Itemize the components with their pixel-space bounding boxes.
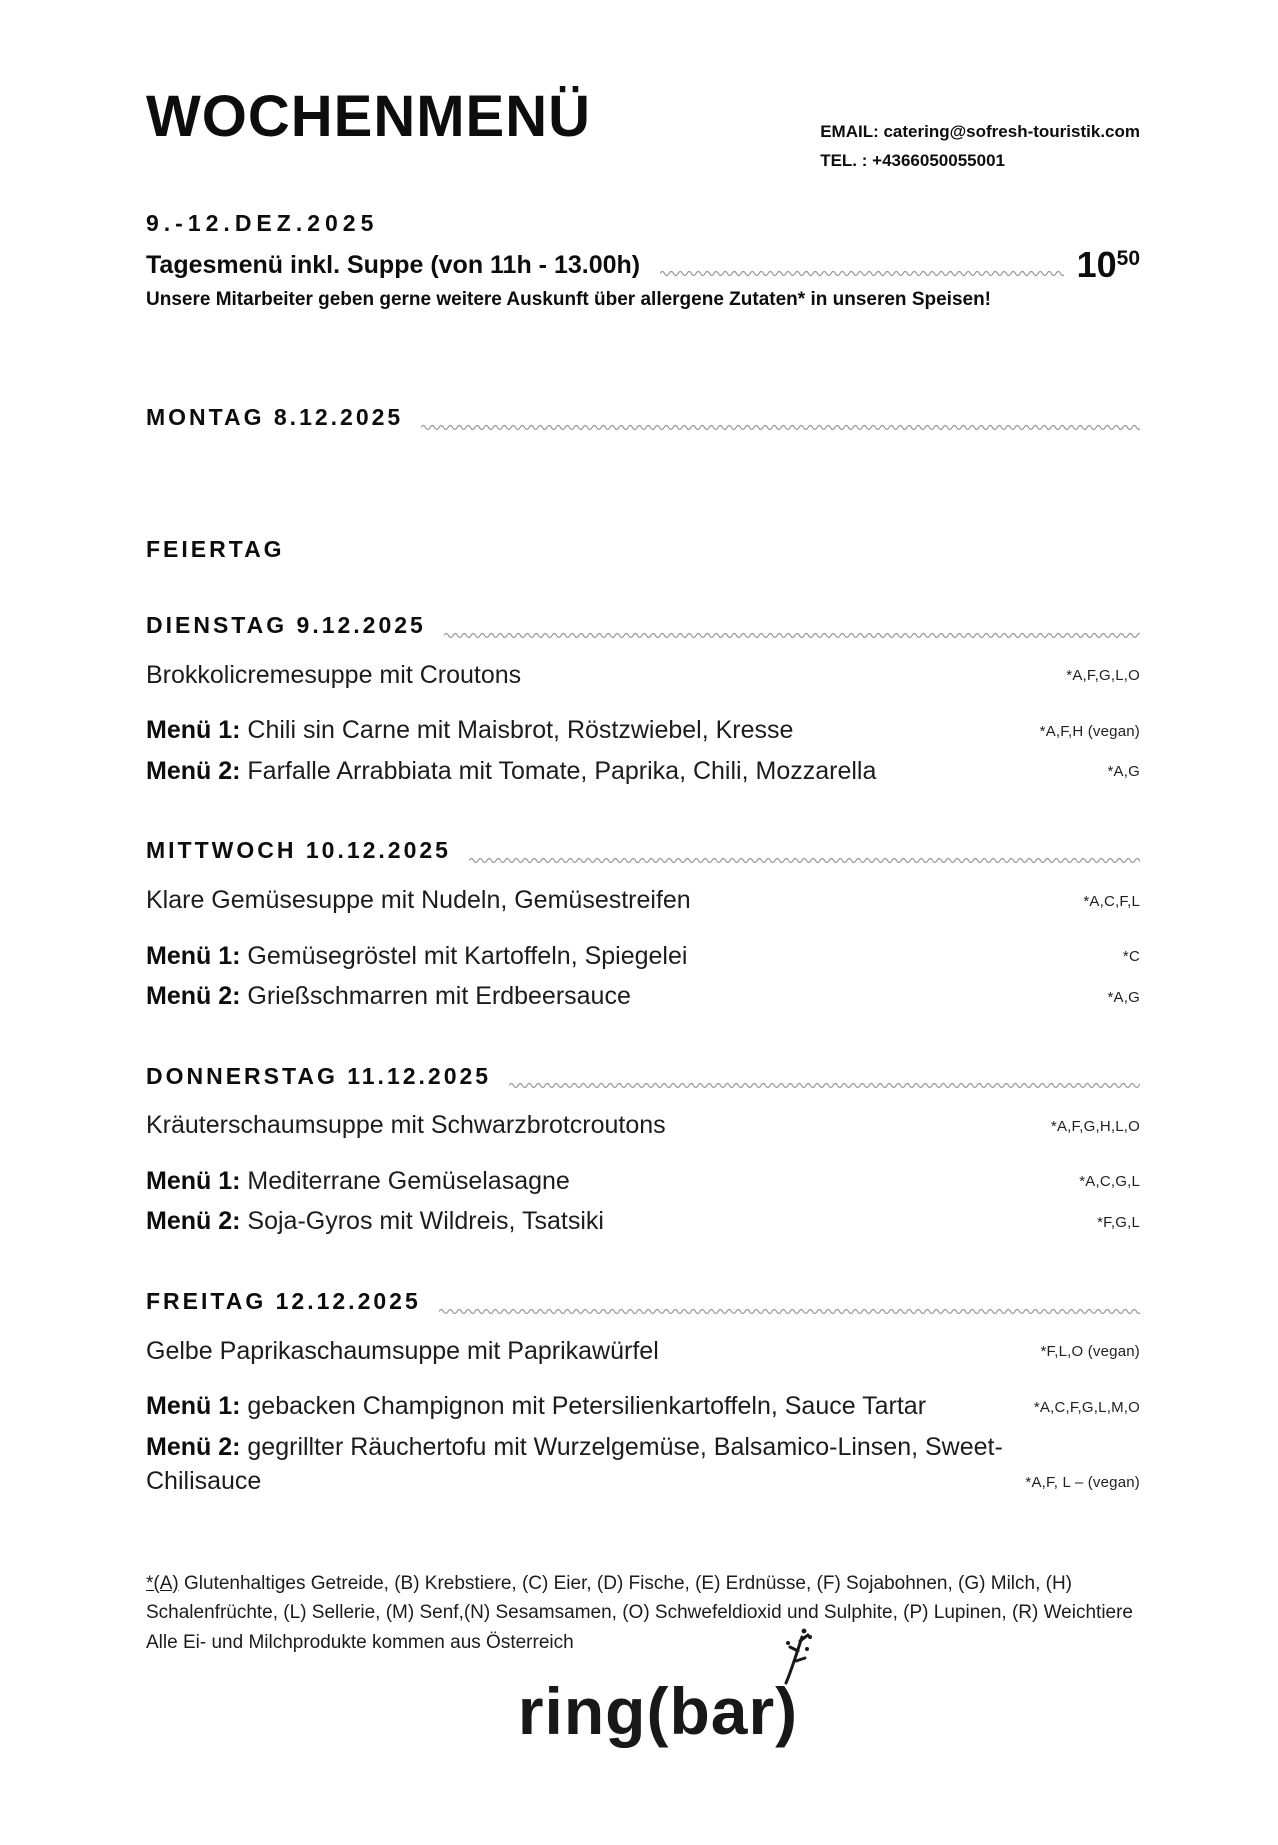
- header: [146, 84, 1140, 176]
- contact-email: EMAIL: catering@sofresh-touristik.com: [820, 122, 1140, 141]
- allergen-codes: *A,C,F,L: [1083, 892, 1140, 910]
- day-heading: DONNERSTAG 11.12.2025: [146, 1062, 492, 1089]
- allergen-notice: Unsere Mitarbeiter geben gerne weitere Auskunft über allergene Zutaten* in unseren Speisen!: [146, 289, 992, 311]
- day-section-montag: [146, 403, 1140, 563]
- wave-divider: [439, 1306, 1140, 1315]
- menu-text: Chili sin Carne mit Maisbrot, Röstzwiebel, Kresse: [247, 716, 794, 745]
- legend-marker: *(A): [146, 1572, 179, 1594]
- day-heading: DIENSTAG 9.12.2025: [146, 612, 426, 639]
- allergen-codes: *F,G,L: [1097, 1213, 1140, 1231]
- ringbar-logo: [518, 1673, 798, 1749]
- day-heading-row: [146, 1287, 1140, 1316]
- origin-note: Alle Ei- und Milchprodukte kommen aus Österreich: [146, 1631, 574, 1653]
- day-heading-row: [146, 836, 1140, 865]
- dish-name: [146, 1430, 1021, 1499]
- menu1-row: [146, 713, 1140, 748]
- allergen-codes: *F,L,O (vegan): [1040, 1343, 1140, 1361]
- menu-text: gebacken Champignon mit Petersilienkartoffeln, Sauce Tartar: [247, 1392, 927, 1421]
- price-euros: 10: [1076, 243, 1117, 285]
- legend-text: Glutenhaltiges Getreide, (B) Krebstiere, (C) Eier, (D) Fische, (E) Erdnüsse, (F) Sojabohnen, (G) Milch, (H) Schalenfrüchte, (L) Sellerie, (M) Senf,(N) Sesamsamen, (O) Schwefeldioxid und Sulphite, (P) Lupinen, (R) Weichtiere: [146, 1572, 1133, 1624]
- menu2-row: [146, 1204, 1140, 1239]
- menu-text: Gemüsegröstel mit Kartoffeln, Spiegelei: [247, 941, 688, 970]
- menu-label: Menü 2:: [146, 1432, 241, 1461]
- dish-name: Gelbe Paprikaschaumsuppe mit Paprikawürfel: [146, 1336, 659, 1365]
- allergen-codes: *A,C,G,L: [1079, 1173, 1140, 1191]
- allergen-codes: *A,C,F,G,L,M,O: [1033, 1398, 1140, 1416]
- dish-name: Kräuterschaumsuppe mit Schwarzbrotcroutons: [146, 1111, 666, 1140]
- allergen-codes: *A,F,G,H,L,O: [1050, 1117, 1140, 1135]
- menu-label: Menü 1:: [146, 716, 241, 745]
- allergen-codes: *C: [1122, 948, 1140, 966]
- dish-name: [146, 1204, 1021, 1239]
- intro-block: [146, 210, 1140, 312]
- menu2-row: [146, 1430, 1140, 1499]
- allergen-codes: *A,F,G,L,O: [1066, 667, 1140, 685]
- logo-text: ring(bar): [517, 1673, 799, 1748]
- menu-text: Soja-Gyros mit Wildreis, Tsatsiki: [247, 1207, 604, 1236]
- soup-row: [146, 658, 1140, 693]
- day-section-donnerstag: [146, 1062, 1140, 1239]
- allergen-legend: [146, 1569, 1140, 1628]
- menu-label: Menü 2:: [146, 1207, 241, 1236]
- dish-name: [146, 1389, 1021, 1424]
- menu-label: Menü 2:: [146, 982, 241, 1011]
- menu1-row: [146, 939, 1140, 974]
- menu2-row: [146, 979, 1140, 1014]
- wave-divider: [509, 1080, 1140, 1089]
- dish-name: [146, 754, 1021, 789]
- menu2-row: [146, 754, 1140, 789]
- day-heading-row: [146, 611, 1140, 640]
- menu-label: Menü 2:: [146, 756, 241, 785]
- wave-divider: [421, 422, 1140, 431]
- dish-name: [146, 939, 1021, 974]
- allergen-codes: *A,G: [1107, 763, 1140, 781]
- wave-divider: [469, 855, 1140, 864]
- soup-row: [146, 883, 1140, 918]
- day-heading-row: [146, 403, 1140, 432]
- dish-name: Brokkolicremesuppe mit Croutons: [146, 660, 522, 689]
- soup-row: [146, 1108, 1140, 1143]
- price: [1076, 243, 1140, 285]
- day-section-dienstag: [146, 611, 1140, 788]
- menu-text: Mediterrane Gemüselasagne: [247, 1166, 570, 1195]
- logo-area: [146, 1673, 1140, 1749]
- contact-block: [820, 118, 1140, 176]
- allergen-codes: *A,G: [1107, 988, 1140, 1006]
- day-heading-row: [146, 1062, 1140, 1091]
- menu1-row: [146, 1389, 1140, 1424]
- allergen-codes: *A,F, L – (vegan): [1025, 1473, 1140, 1491]
- offer-row: [146, 243, 1140, 285]
- page-title: WOCHENMENÜ: [146, 84, 591, 149]
- menu-text: Grießschmarren mit Erdbeersauce: [247, 982, 631, 1011]
- day-section-mittwoch: [146, 836, 1140, 1013]
- offer-label: Tagesmenü inkl. Suppe (von 11h - 13.00h): [146, 251, 641, 280]
- menu-label: Menü 1:: [146, 1392, 241, 1421]
- wave-divider: [660, 268, 1064, 277]
- allergen-codes: *A,F,H (vegan): [1039, 722, 1140, 740]
- menu-label: Menü 1:: [146, 1166, 241, 1195]
- price-cents: 50: [1116, 247, 1140, 271]
- dish-name: [146, 979, 1021, 1014]
- date-range: 9.-12.DEZ.2025: [146, 209, 379, 236]
- holiday-note: FEIERTAG: [146, 536, 285, 563]
- soup-row: [146, 1334, 1140, 1369]
- menu-text: gegrillter Räuchertofu mit Wurzelgemüse, Balsamico-Linsen, Sweet-Chilisauce: [146, 1432, 1003, 1496]
- dish-name: [146, 1164, 1021, 1199]
- dish-name: [146, 713, 1021, 748]
- day-heading: MONTAG 8.12.2025: [146, 404, 404, 431]
- wave-divider: [444, 630, 1140, 639]
- dish-name: Klare Gemüsesuppe mit Nudeln, Gemüsestreifen: [146, 886, 691, 915]
- menu-label: Menü 1:: [146, 941, 241, 970]
- day-heading: FREITAG 12.12.2025: [146, 1287, 421, 1314]
- contact-tel: TEL. : +4366050055001: [820, 150, 1005, 170]
- day-section-freitag: [146, 1287, 1140, 1499]
- menu1-row: [146, 1164, 1140, 1199]
- day-heading: MITTWOCH 10.12.2025: [146, 837, 451, 864]
- sprig-icon: [776, 1627, 812, 1685]
- menu-text: Farfalle Arrabbiata mit Tomate, Paprika, Chili, Mozzarella: [247, 756, 877, 785]
